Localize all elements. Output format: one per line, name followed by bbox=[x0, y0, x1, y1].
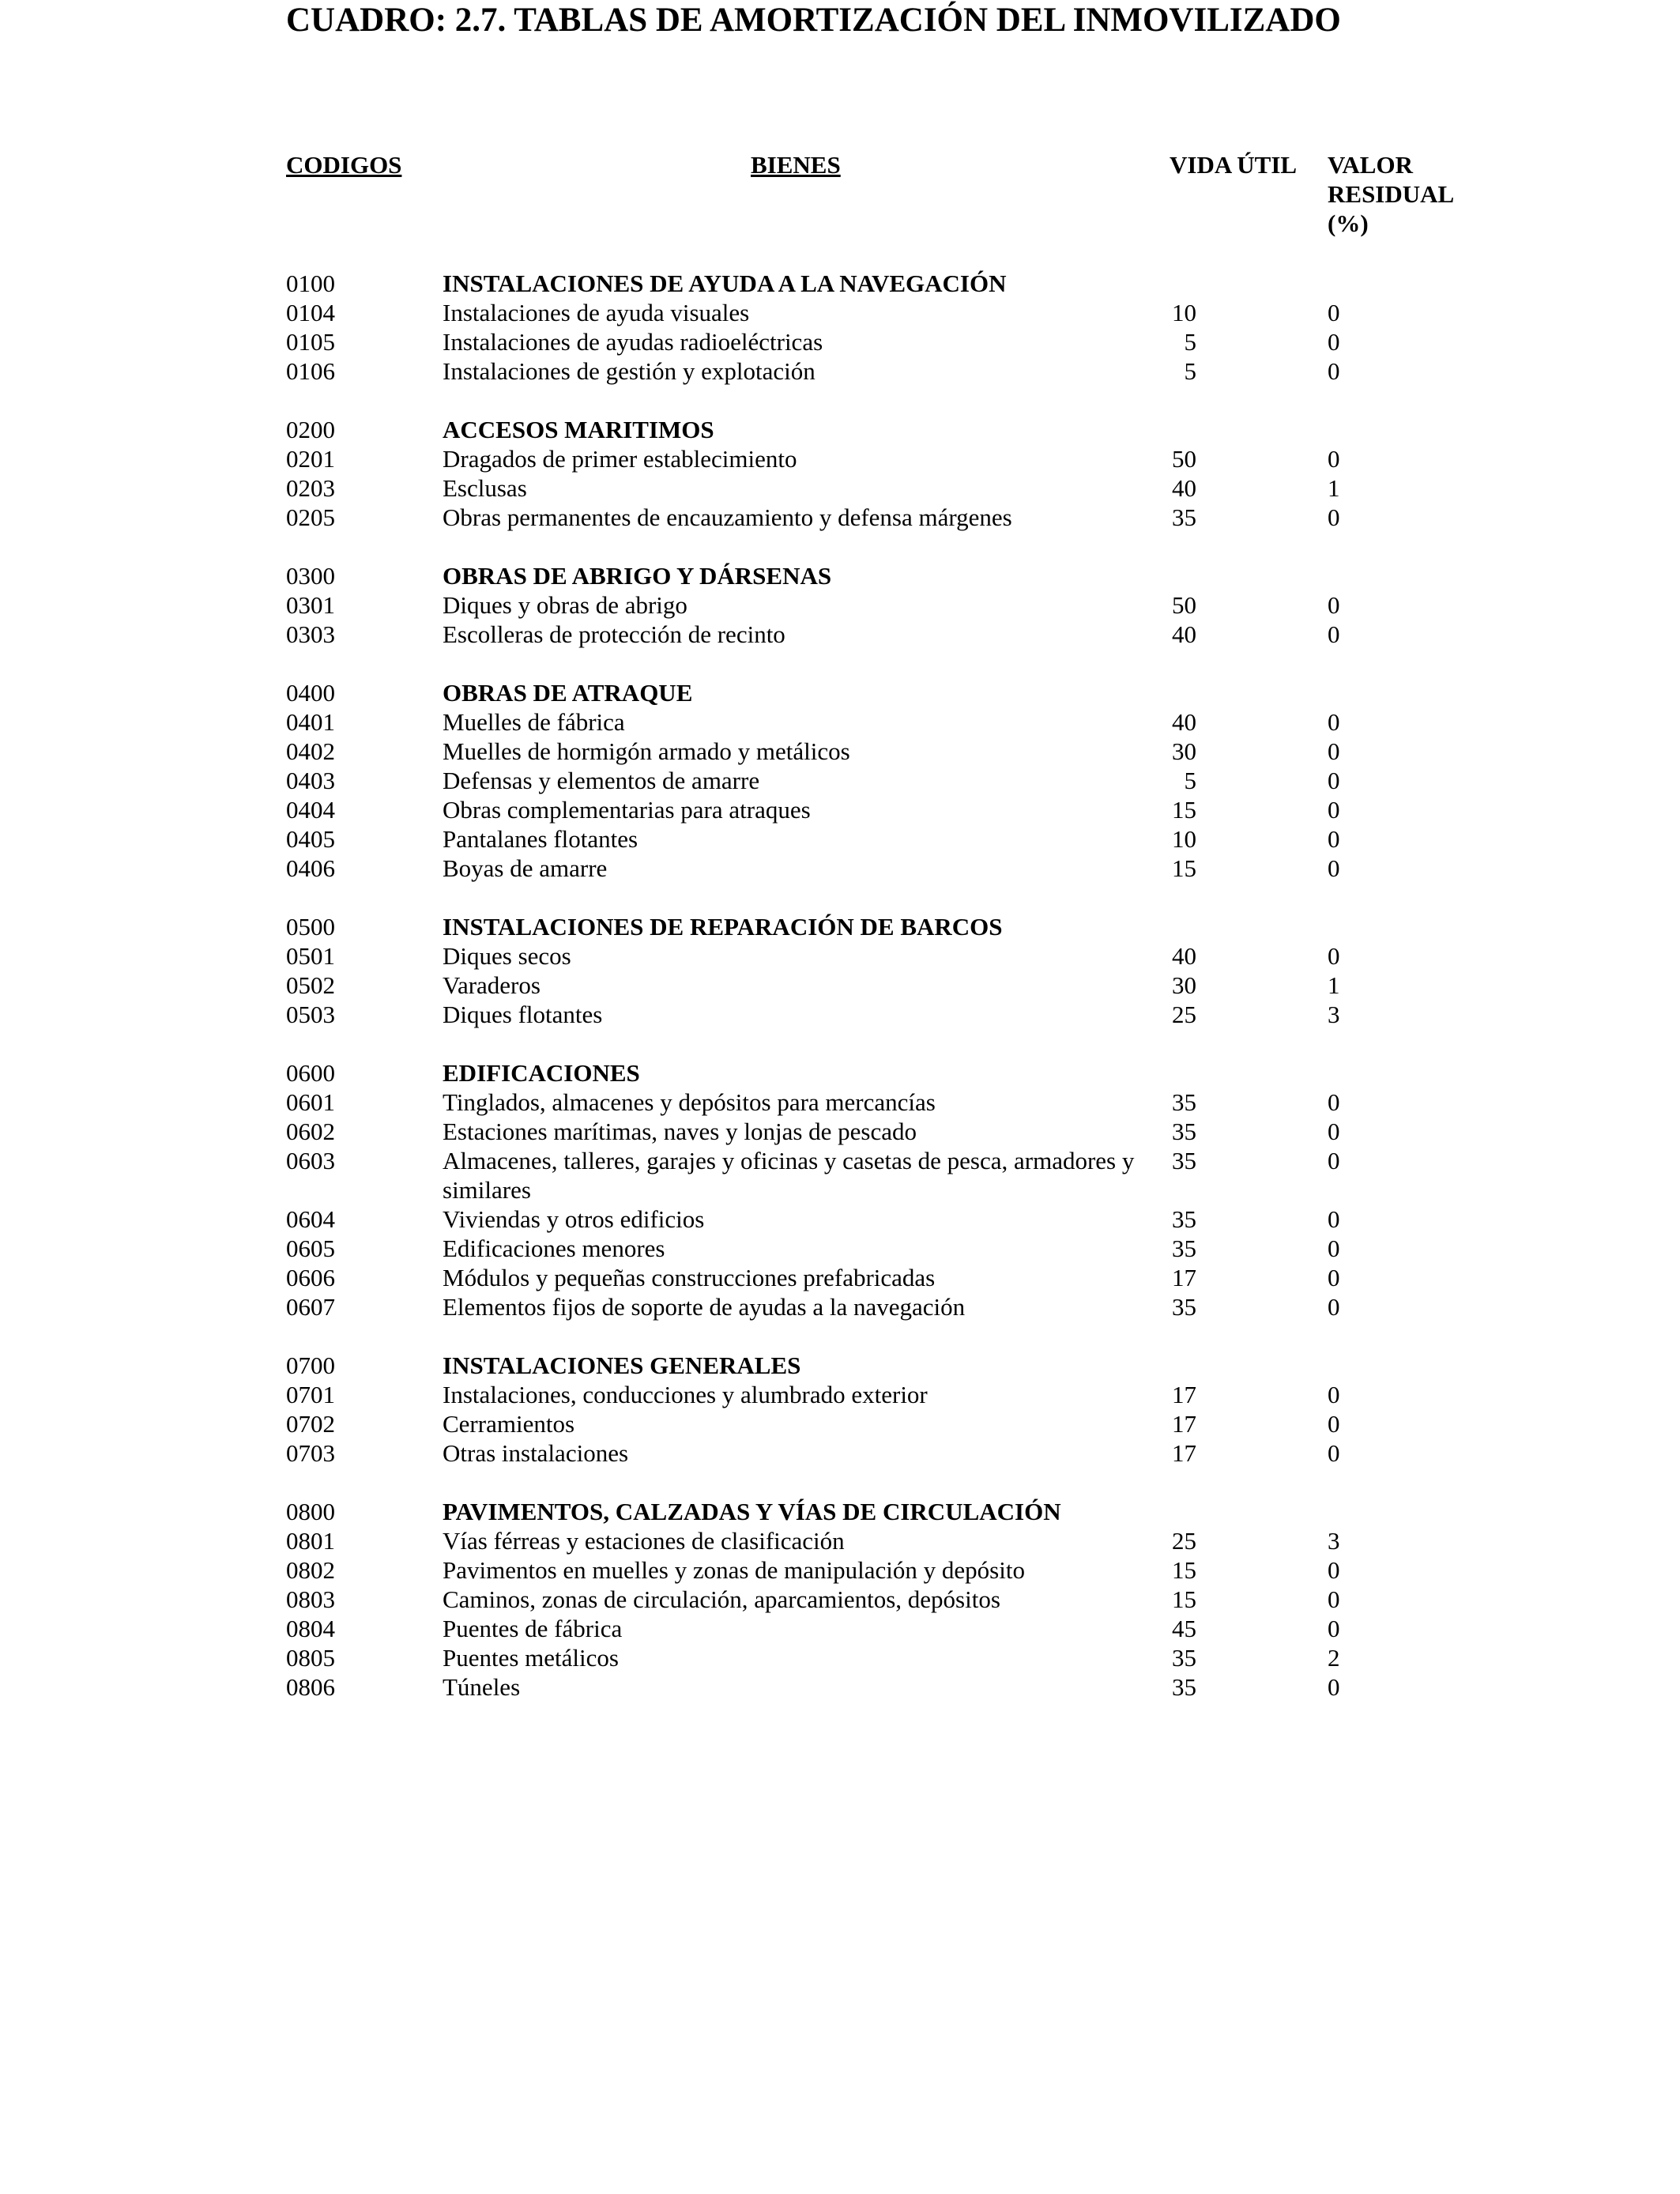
item-useful-life: 15 bbox=[1172, 854, 1196, 882]
item-code: 0702 bbox=[286, 1410, 335, 1438]
table-row bbox=[0, 327, 1680, 356]
table-row bbox=[0, 590, 1680, 620]
section-code: 0300 bbox=[286, 562, 335, 590]
table-row bbox=[0, 1146, 1680, 1204]
section-name: INSTALACIONES DE AYUDA A LA NAVEGACIÓN bbox=[443, 270, 1007, 297]
item-useful-life: 10 bbox=[1172, 299, 1196, 326]
item-residual-value: 0 bbox=[1328, 1439, 1340, 1467]
section-code: 0500 bbox=[286, 913, 335, 941]
item-useful-life: 30 bbox=[1172, 737, 1196, 765]
item-description: Estaciones marítimas, naves y lonjas de pescado bbox=[443, 1118, 917, 1145]
item-code: 0605 bbox=[286, 1235, 335, 1262]
header-codes: CODIGOS bbox=[286, 151, 402, 179]
item-useful-life: 15 bbox=[1172, 1556, 1196, 1584]
item-useful-life: 35 bbox=[1172, 1235, 1196, 1262]
item-residual-value: 1 bbox=[1328, 474, 1340, 502]
item-residual-value: 0 bbox=[1328, 737, 1340, 765]
item-useful-life: 5 bbox=[1184, 328, 1196, 356]
item-code: 0601 bbox=[286, 1088, 335, 1116]
section-code: 0200 bbox=[286, 416, 335, 443]
table-row bbox=[0, 941, 1680, 971]
section-row bbox=[0, 269, 1680, 298]
item-useful-life: 35 bbox=[1172, 1088, 1196, 1116]
item-code: 0503 bbox=[286, 1001, 335, 1028]
section-code: 0800 bbox=[286, 1498, 335, 1525]
item-description: Edificaciones menores bbox=[443, 1235, 665, 1262]
item-description: Muelles de fábrica bbox=[443, 708, 625, 736]
item-residual-value: 0 bbox=[1328, 299, 1340, 326]
item-description: Tinglados, almacenes y depósitos para mercancías bbox=[443, 1088, 936, 1116]
table-group bbox=[0, 1351, 1680, 1468]
item-residual-value: 0 bbox=[1328, 1205, 1340, 1233]
item-residual-value: 0 bbox=[1328, 1118, 1340, 1145]
table-group bbox=[0, 561, 1680, 649]
table-row bbox=[0, 737, 1680, 766]
item-code: 0403 bbox=[286, 767, 335, 794]
item-useful-life: 50 bbox=[1172, 445, 1196, 473]
item-code: 0805 bbox=[286, 1644, 335, 1672]
item-description: Diques y obras de abrigo bbox=[443, 591, 687, 619]
item-residual-value: 0 bbox=[1328, 767, 1340, 794]
table-row bbox=[0, 1585, 1680, 1614]
item-code: 0406 bbox=[286, 854, 335, 882]
item-description: Esclusas bbox=[443, 474, 527, 502]
section-name: PAVIMENTOS, CALZADAS Y VÍAS DE CIRCULACIÓN bbox=[443, 1498, 1061, 1525]
item-residual-value: 0 bbox=[1328, 708, 1340, 736]
item-description: Almacenes, talleres, garajes y oficinas y casetas de pesca, armadores y similares bbox=[443, 1147, 1135, 1204]
item-useful-life: 35 bbox=[1172, 1118, 1196, 1145]
item-description: Puentes metálicos bbox=[443, 1644, 619, 1672]
item-useful-life: 10 bbox=[1172, 825, 1196, 853]
header-residual-value: VALOR RESIDUAL (%) bbox=[1328, 151, 1453, 237]
item-description: Vías férreas y estaciones de clasificación bbox=[443, 1527, 845, 1555]
table-row bbox=[0, 444, 1680, 473]
item-code: 0606 bbox=[286, 1264, 335, 1291]
table-row bbox=[0, 1643, 1680, 1672]
table-row bbox=[0, 854, 1680, 883]
table-row bbox=[0, 1409, 1680, 1438]
item-residual-value: 0 bbox=[1328, 1381, 1340, 1408]
item-code: 0405 bbox=[286, 825, 335, 853]
item-code: 0205 bbox=[286, 503, 335, 531]
table-row bbox=[0, 1526, 1680, 1555]
item-useful-life: 15 bbox=[1172, 1585, 1196, 1613]
item-useful-life: 17 bbox=[1172, 1439, 1196, 1467]
item-description: Elementos fijos de soporte de ayudas a la navegación bbox=[443, 1293, 966, 1321]
table-row bbox=[0, 707, 1680, 737]
table-row bbox=[0, 473, 1680, 503]
table-row bbox=[0, 1672, 1680, 1702]
item-useful-life: 15 bbox=[1172, 796, 1196, 824]
table-row bbox=[0, 1380, 1680, 1409]
item-residual-value: 1 bbox=[1328, 971, 1340, 999]
item-useful-life: 35 bbox=[1172, 503, 1196, 531]
item-description: Obras permanentes de encauzamiento y defensa márgenes bbox=[443, 503, 1012, 531]
item-description: Defensas y elementos de amarre bbox=[443, 767, 760, 794]
item-code: 0404 bbox=[286, 796, 335, 824]
item-residual-value: 0 bbox=[1328, 796, 1340, 824]
item-description: Cerramientos bbox=[443, 1410, 575, 1438]
table-row bbox=[0, 620, 1680, 649]
item-description: Boyas de amarre bbox=[443, 854, 608, 882]
item-code: 0803 bbox=[286, 1585, 335, 1613]
table-row bbox=[0, 824, 1680, 854]
item-residual-value: 0 bbox=[1328, 1673, 1340, 1701]
item-code: 0804 bbox=[286, 1615, 335, 1642]
item-useful-life: 5 bbox=[1184, 767, 1196, 794]
table-row bbox=[0, 1555, 1680, 1585]
table-group bbox=[0, 912, 1680, 1029]
item-residual-value: 3 bbox=[1328, 1001, 1340, 1028]
item-description: Instalaciones de ayuda visuales bbox=[443, 299, 750, 326]
item-description: Muelles de hormigón armado y metálicos bbox=[443, 737, 850, 765]
item-useful-life: 35 bbox=[1172, 1293, 1196, 1321]
item-useful-life: 35 bbox=[1172, 1673, 1196, 1701]
item-code: 0402 bbox=[286, 737, 335, 765]
item-description: Túneles bbox=[443, 1673, 521, 1701]
item-description: Puentes de fábrica bbox=[443, 1615, 623, 1642]
item-residual-value: 0 bbox=[1328, 1615, 1340, 1642]
item-useful-life: 5 bbox=[1184, 357, 1196, 385]
item-residual-value: 0 bbox=[1328, 1556, 1340, 1584]
item-useful-life: 40 bbox=[1172, 620, 1196, 648]
item-code: 0604 bbox=[286, 1205, 335, 1233]
table-row bbox=[0, 1204, 1680, 1234]
item-description: Dragados de primer establecimiento bbox=[443, 445, 797, 473]
item-useful-life: 50 bbox=[1172, 591, 1196, 619]
table-row bbox=[0, 1614, 1680, 1643]
item-useful-life: 35 bbox=[1172, 1205, 1196, 1233]
header-goods: BIENES bbox=[751, 151, 841, 179]
item-description: Diques secos bbox=[443, 942, 571, 970]
item-residual-value: 0 bbox=[1328, 503, 1340, 531]
item-residual-value: 0 bbox=[1328, 1264, 1340, 1291]
section-name: ACCESOS MARITIMOS bbox=[443, 416, 714, 443]
item-useful-life: 17 bbox=[1172, 1381, 1196, 1408]
section-code: 0600 bbox=[286, 1059, 335, 1087]
table-row bbox=[0, 298, 1680, 327]
amortization-table bbox=[0, 269, 1680, 1731]
item-description: Pavimentos en muelles y zonas de manipulación y depósito bbox=[443, 1556, 1025, 1584]
section-row bbox=[0, 561, 1680, 590]
item-description: Otras instalaciones bbox=[443, 1439, 629, 1467]
item-residual-value: 0 bbox=[1328, 445, 1340, 473]
item-code: 0502 bbox=[286, 971, 335, 999]
item-residual-value: 0 bbox=[1328, 591, 1340, 619]
item-description: Escolleras de protección de recinto bbox=[443, 620, 785, 648]
item-code: 0106 bbox=[286, 357, 335, 385]
table-row bbox=[0, 356, 1680, 386]
section-code: 0100 bbox=[286, 270, 335, 297]
item-residual-value: 0 bbox=[1328, 854, 1340, 882]
item-useful-life: 40 bbox=[1172, 474, 1196, 502]
page-title: CUADRO: 2.7. TABLAS DE AMORTIZACIÓN DEL INMOVILIZADO bbox=[286, 2, 1341, 39]
table-row bbox=[0, 1088, 1680, 1117]
item-code: 0801 bbox=[286, 1527, 335, 1555]
item-residual-value: 0 bbox=[1328, 1088, 1340, 1116]
section-name: EDIFICACIONES bbox=[443, 1059, 640, 1087]
item-useful-life: 30 bbox=[1172, 971, 1196, 999]
item-useful-life: 40 bbox=[1172, 942, 1196, 970]
item-residual-value: 0 bbox=[1328, 357, 1340, 385]
item-code: 0201 bbox=[286, 445, 335, 473]
section-row bbox=[0, 678, 1680, 707]
item-useful-life: 17 bbox=[1172, 1264, 1196, 1291]
item-code: 0105 bbox=[286, 328, 335, 356]
item-useful-life: 25 bbox=[1172, 1527, 1196, 1555]
item-residual-value: 0 bbox=[1328, 620, 1340, 648]
item-description: Pantalanes flotantes bbox=[443, 825, 638, 853]
section-name: INSTALACIONES GENERALES bbox=[443, 1351, 801, 1379]
item-description: Caminos, zonas de circulación, aparcamientos, depósitos bbox=[443, 1585, 1000, 1613]
section-name: OBRAS DE ABRIGO Y DÁRSENAS bbox=[443, 562, 832, 590]
item-code: 0401 bbox=[286, 708, 335, 736]
item-useful-life: 17 bbox=[1172, 1410, 1196, 1438]
item-description: Instalaciones, conducciones y alumbrado exterior bbox=[443, 1381, 928, 1408]
table-row bbox=[0, 1438, 1680, 1468]
table-group bbox=[0, 269, 1680, 386]
item-residual-value: 0 bbox=[1328, 1585, 1340, 1613]
table-row bbox=[0, 503, 1680, 532]
item-code: 0607 bbox=[286, 1293, 335, 1321]
item-residual-value: 2 bbox=[1328, 1644, 1340, 1672]
item-residual-value: 0 bbox=[1328, 328, 1340, 356]
item-description: Instalaciones de ayudas radioeléctricas bbox=[443, 328, 823, 356]
section-row bbox=[0, 415, 1680, 444]
item-residual-value: 3 bbox=[1328, 1527, 1340, 1555]
item-useful-life: 25 bbox=[1172, 1001, 1196, 1028]
item-code: 0203 bbox=[286, 474, 335, 502]
item-useful-life: 35 bbox=[1172, 1147, 1196, 1174]
item-code: 0703 bbox=[286, 1439, 335, 1467]
item-code: 0501 bbox=[286, 942, 335, 970]
table-row bbox=[0, 1292, 1680, 1321]
item-useful-life: 35 bbox=[1172, 1644, 1196, 1672]
table-group bbox=[0, 1497, 1680, 1702]
section-row bbox=[0, 1351, 1680, 1380]
item-description: Obras complementarias para atraques bbox=[443, 796, 811, 824]
table-group bbox=[0, 678, 1680, 883]
item-residual-value: 0 bbox=[1328, 1293, 1340, 1321]
item-residual-value: 0 bbox=[1328, 825, 1340, 853]
table-row bbox=[0, 1263, 1680, 1292]
item-residual-value: 0 bbox=[1328, 1410, 1340, 1438]
item-code: 0701 bbox=[286, 1381, 335, 1408]
item-residual-value: 0 bbox=[1328, 942, 1340, 970]
item-description: Módulos y pequeñas construcciones prefabricadas bbox=[443, 1264, 936, 1291]
section-name: OBRAS DE ATRAQUE bbox=[443, 679, 693, 707]
table-group bbox=[0, 1058, 1680, 1321]
section-name: INSTALACIONES DE REPARACIÓN DE BARCOS bbox=[443, 913, 1003, 941]
table-row bbox=[0, 1117, 1680, 1146]
table-row bbox=[0, 795, 1680, 824]
table-row bbox=[0, 1000, 1680, 1029]
section-row bbox=[0, 1497, 1680, 1526]
item-code: 0301 bbox=[286, 591, 335, 619]
section-code: 0400 bbox=[286, 679, 335, 707]
section-row bbox=[0, 912, 1680, 941]
item-code: 0303 bbox=[286, 620, 335, 648]
item-description: Instalaciones de gestión y explotación bbox=[443, 357, 816, 385]
item-code: 0802 bbox=[286, 1556, 335, 1584]
item-useful-life: 40 bbox=[1172, 708, 1196, 736]
item-description: Viviendas y otros edificios bbox=[443, 1205, 705, 1233]
item-description: Diques flotantes bbox=[443, 1001, 603, 1028]
item-code: 0104 bbox=[286, 299, 335, 326]
item-code: 0806 bbox=[286, 1673, 335, 1701]
table-row bbox=[0, 1234, 1680, 1263]
item-code: 0602 bbox=[286, 1118, 335, 1145]
section-row bbox=[0, 1058, 1680, 1088]
item-residual-value: 0 bbox=[1328, 1147, 1340, 1174]
table-row bbox=[0, 766, 1680, 795]
section-code: 0700 bbox=[286, 1351, 335, 1379]
header-useful-life: VIDA ÚTIL bbox=[1170, 151, 1298, 179]
item-code: 0603 bbox=[286, 1147, 335, 1174]
item-description: Varaderos bbox=[443, 971, 541, 999]
item-residual-value: 0 bbox=[1328, 1235, 1340, 1262]
table-row bbox=[0, 971, 1680, 1000]
item-useful-life: 45 bbox=[1172, 1615, 1196, 1642]
table-group bbox=[0, 415, 1680, 532]
